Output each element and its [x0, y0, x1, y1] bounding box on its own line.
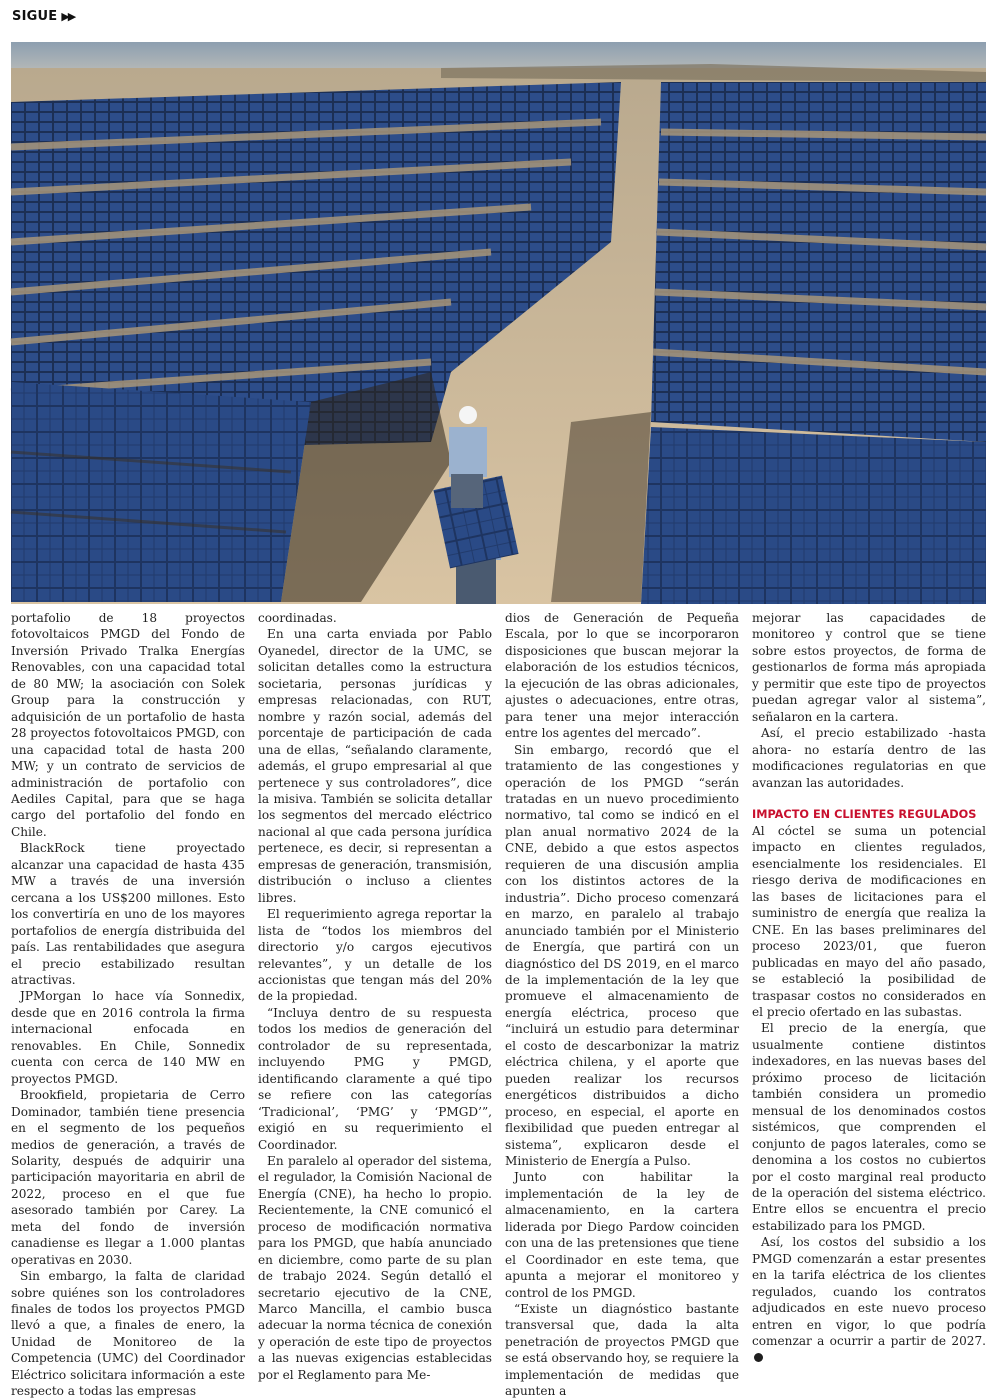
paragraph: Al cóctel se suma un potencial impacto en clientes regulados, esencialmente los residenciales. El riesgo deriva de modificaciones en las bases de licitaciones para el suministro de energía que realiza la CNE. En las bases preliminares del proceso 2023/01, que fueron publicadas en mayo del año pasado, se estableció la posibilidad de traspasar costos no considerados en el precio ofertado en las subastas. — [752, 823, 986, 1019]
paragraph: dios de Generación de Pequeña Escala, por lo que se incorporaron disposiciones que buscan mejorar la elaboración de los estudios técnicos, la ejecución de las obras adicionales, ajustes o adecuaciones, entre otras, para tener una mejor interacción entre los agentes del mercado”. — [505, 611, 739, 741]
paragraph: El precio de la energía, que usualmente contiene distintos indexadores, en las nuevas bases del próximo proceso de licitación también considera un promedio mensual de los denominados costos sistémicos, que comprenden el conjunto de pagos laterales, como se denomina a los costos no cubiertos por el costo marginal real producto de la operación del sistema eléctrico. Entre ellos se encuentra el precio estabilizado para los PMGD. — [752, 1021, 986, 1233]
paragraph: BlackRock tiene proyectado alcanzar una capacidad de hasta 435 MW a través de una inversión cercana a los US$200 millones. Esto los convertiría en uno de los mayores portafolios de energía distribuida del país. Las rentabilidades que asegura el precio estabilizado resultan atractivas. — [11, 841, 245, 987]
paragraph: coordinadas. — [258, 611, 337, 625]
paragraph: JPMorgan lo hace vía Sonnedix, desde que en 2016 controla la firma internacional enfocada en renovables. En Chile, Sonnedix cuenta con cerca de 140 MW en proyectos PMGD. — [11, 989, 245, 1086]
paragraph: Sin embargo, la falta de claridad sobre quiénes son los controladores finales de todos los proyectos PMGD llevó a que, a finales de enero, la Unidad de Monitoreo de la Competencia (UMC) del Coordinador Eléctrico solicitara información a este respecto a todas las empresas — [11, 1269, 245, 1399]
article-body — [11, 610, 986, 1399]
paragraph: El requerimiento agrega reportar la lista de “todos los miembros del directorio y/o cargos ejecutivos relevantes”, y un detalle de los accionistas que tengan más del 20% de la propiedad. — [258, 907, 492, 1004]
sigue-label: SIGUE — [12, 9, 58, 24]
paragraph-final-text: Así, los costos del subsidio a los PMGD comenzarán a estar presentes en la tarifa eléctrica de los clientes regulados, cuando los contratos adjudicados en este nuevo proceso entren en vigor, lo que podría comenzar a ocurrir a partir de 2027. — [752, 1235, 986, 1349]
solar-farm-illustration — [11, 42, 986, 604]
paragraph: “Incluya dentro de su respuesta todos los medios de generación del controlador de su representada, incluyendo PMG y PMGD, identificando claramente a qué tipo se refiere con las categorías ‘Tradicional’, ‘PMG’ y ‘PMGD’”, exigió en su requerimiento el Coordinador. — [258, 1005, 492, 1152]
article-column-1 — [11, 610, 245, 1399]
article-column-2 — [258, 610, 492, 1382]
sigue-marker — [12, 9, 74, 24]
paragraph: En paralelo al operador del sistema, el regulador, la Comisión Nacional de Energía (CNE), ha hecho lo propio. Recientemente, la CNE comunicó el proceso de modificación normativa para los PMGD, que había anunciado en diciembre, como parte de su plan de trabajo 2024. Según detalló el secretario ejecutivo de la CNE, Marco Mancilla, el cambio busca adecuar la norma técnica de conexión y operación de este tipo de proyectos a las nuevas exigencias establecidas por el Reglamento para Me- — [258, 1153, 492, 1382]
solar-farm-photo — [11, 42, 986, 604]
section-subhead: IMPACTO EN CLIENTES REGULADOS — [752, 807, 977, 821]
paragraph: En una carta enviada por Pablo Oyanedel, director de la UMC, se solicitan detalles como la estructura societaria, personas jurídicas y empresas relacionadas, con RUT, nombre y razón social, además del porcentaje de participación de cada una de ellas, “señalando claramente, además, el grupo empresarial al que pertenece y sus controladores”, dice la misiva. También se solicita detallar los segmentos del mercado eléctrico nacional al que cada persona jurídica pertenece, es decir, si representan a empresas de generación, transmisión, distribución o incluso a clientes libres. — [258, 627, 492, 905]
paragraph: Brookfield, propietaria de Cerro Dominador, también tiene presencia en el segmento de los pequeños medios de generación, a través de Solarity, después de adquirir una participación mayoritaria en abril de 2022, proceso en el que fue asesorado también por Carey. La meta del fondo de inversión canadiense es llegar a 1.000 plantas operativas en 2030. — [11, 1088, 245, 1267]
paragraph: portafolio de 18 proyectos fotovoltaicos PMGD del Fondo de Inversión Privado Tralka Energías Renovables, con una capacidad total de 80 MW; la asociación con Solek Group para la construcción y adquisición de un portafolio de hasta 28 proyectos fotovoltaicos PMGD, con una capacidad total de hasta 200 MW; y un contrato de servicios de administración de portafolio con Aediles Capital, para que se haga cargo del portafolio del fondo en Chile. — [11, 611, 245, 839]
end-of-article-icon — [754, 1353, 763, 1362]
article-column-4 — [752, 610, 986, 1349]
paragraph: “Existe un diagnóstico bastante transversal que, dada la alta penetración de proyectos PMGD que se está observando hoy, se requiere la implementación de medidas que apunten a — [505, 1302, 739, 1399]
article-column-3 — [505, 610, 739, 1399]
double-arrow-icon: ▶▶ — [61, 10, 75, 23]
paragraph: Sin embargo, recordó que el tratamiento de las congestiones y operación de los PMGD “serán tratadas en un nuevo procedimiento normativo, tal como se indicó en el plan anual normativo 2024 de la CNE, debido a que estos aspectos requieren de una discusión amplia con los distintos actores de la industria”. Dicho proceso comenzará en marzo, en paralelo al trabajo anunciado también por el Ministerio de Energía, que partirá con un diagnóstico del DS 2019, en el marco de la implementación de la ley que promueve el almacenamiento de energía eléctrica, proceso que “incluirá un estudio para determinar el costo de descarbonizar la matriz eléctrica chilena, y el aporte que pueden realizar los recursos energéticos distribuidos a dicho proceso, en especial, el aporte en flexibilidad que pueden entregar al sistema”, explicaron desde el Ministerio de Energía a Pulso. — [505, 742, 739, 1168]
paragraph: mejorar las capacidades de monitoreo y control que se tiene sobre estos proyectos, de forma de gestionarlos de forma más apropiada y permitir que este tipo de proyectos puedan agregar valor al sistema”, señalaron en la cartera. — [752, 611, 986, 724]
paragraph-final — [752, 1234, 986, 1366]
paragraph: Así, el precio estabilizado -hasta ahora- no estaría dentro de las modificaciones regulatorias en que avanzan las autoridades. — [752, 726, 986, 790]
paragraph: Junto con habilitar la implementación de la ley de almacenamiento, en la cartera liderada por Diego Pardow coinciden con una de las pretensiones que tiene el Coordinador en este tema, que apunta a mejorar el monitoreo y control de los PMGD. — [505, 1170, 739, 1300]
